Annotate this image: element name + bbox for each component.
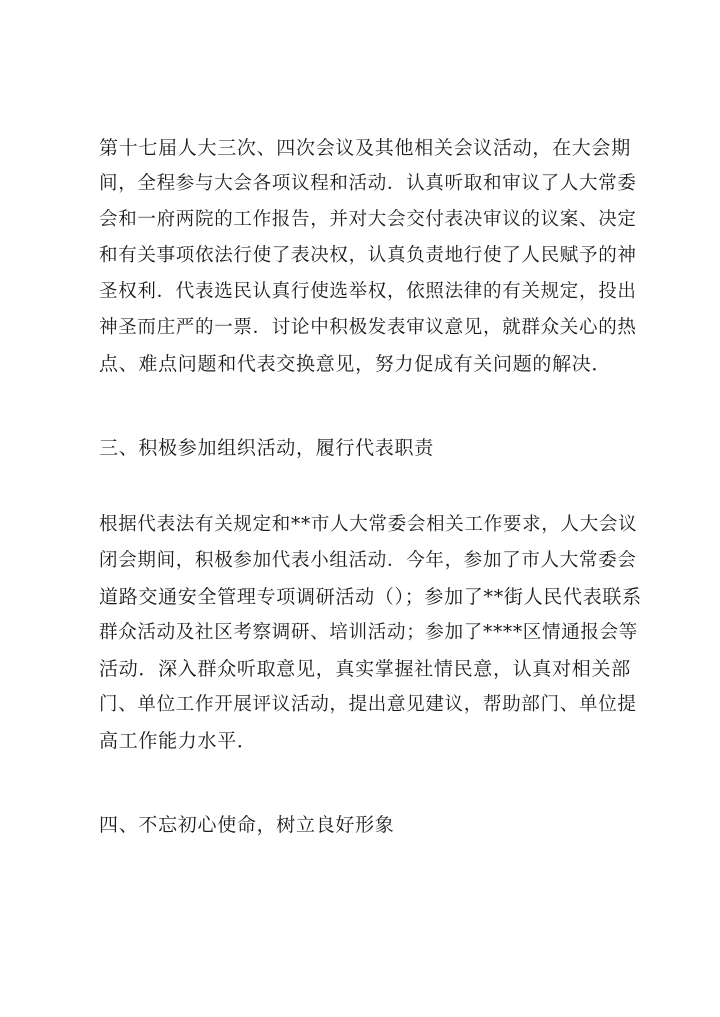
paragraph-1-line-7: 点、难点问题和代表交换意见，努力促成有关问题的解决． [99, 353, 612, 375]
paragraph-1-line-4: 和有关事项依法行使了表决权，认真负责地行使了人民赋予的神 [99, 245, 637, 266]
paragraph-2-line-2: 闭会期间，积极参加代表小组活动．今年，参加了市人大常委会 [99, 550, 637, 571]
paragraph-1-line-3: 会和一府两院的工作报告，并对大会交付表决审议的议案、决定 [99, 209, 637, 230]
paragraph-2-line-1: 根据代表法有关规定和**市人大常委会相关工作要求，人大会议 [99, 514, 638, 535]
paragraph-1-line-6: 神圣而庄严的一票．讨论中积极发表审议意见，就群众关心的热 [99, 317, 637, 338]
section-heading-4: 四、不忘初心使命，树立良好形象 [99, 814, 395, 836]
paragraph-2-line-5: 活动．深入群众听取意见，真实掌握社情民意，认真对相关部 [99, 658, 631, 680]
paragraph-2-line-6: 门、单位工作开展评议活动，提出意见建议，帮助部门、单位提 [99, 694, 637, 715]
paragraph-2-line-7: 高工作能力水平． [99, 730, 257, 752]
paragraph-2-line-4: 群众活动及社区考察调研、培训活动；参加了****区情通报会等 [99, 622, 639, 643]
paragraph-1-line-5: 圣权利．代表选民认真行使选举权，依照法律的有关规定，投出 [99, 281, 637, 302]
paragraph-2-line-3: 道路交通安全管理专项调研活动（）；参加了**街人民代表联系 [99, 586, 642, 608]
paragraph-1-line-2: 间，全程参与大会各项议程和活动．认真听取和审议了人大常委 [99, 173, 637, 194]
section-heading-3: 三、积极参加组织活动，履行代表职责 [99, 437, 434, 459]
paragraph-1-line-1: 第十七届人大三次、四次会议及其他相关会议活动，在大会期 [99, 137, 631, 159]
